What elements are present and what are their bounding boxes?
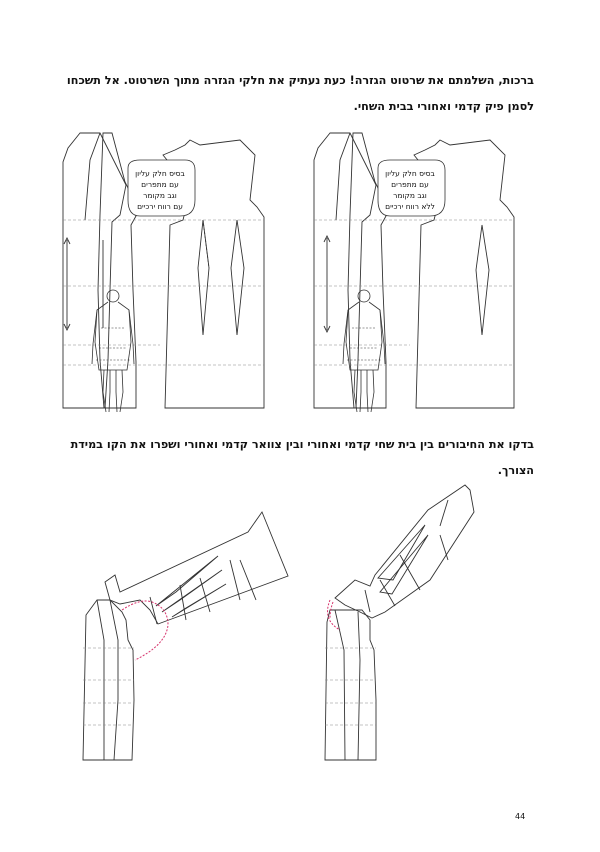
- right-figure-label-line1: בסיס חלק עליון: [385, 169, 435, 178]
- intro-paragraph: ברכות, השלמתם את שרטוט הגזרה! כעת נעתיק את חלקי הגזרה מתוך השרטוט. אל תשכחו לסמן פיק קדמי ואחורי בבית השחי.: [66, 74, 534, 113]
- right-figure-label-line4: ללא רווח ירכיים: [385, 202, 435, 211]
- right-figure-label-line3: וגב מקומר: [393, 191, 427, 200]
- left-figure-label-line3: וגב מקומר: [143, 191, 177, 200]
- bottom-left-guides: [83, 648, 134, 725]
- bottom-right-assembly: [325, 485, 474, 760]
- left-figure-label-line1: בסיס חלק עליון: [135, 169, 185, 178]
- bottom-left-assembly: [83, 512, 288, 760]
- bottom-right-guides: [325, 648, 376, 725]
- page-number: 44: [515, 812, 526, 821]
- bottom-left-armhole-curve: [122, 601, 168, 660]
- left-front-piece: [63, 133, 126, 408]
- instruction-paragraph: בדקו את החיבורים בין בית שחי קדמי ואחורי ובין צוואר קדמי ואחורי ושפרו את הקו במידת הצורך.: [70, 438, 534, 477]
- right-front-piece: [314, 133, 376, 408]
- bottom-left-rotated-piece: [105, 512, 288, 624]
- bottom-right-rotated-piece: [335, 485, 474, 618]
- bottom-right-front-piece: [325, 610, 376, 760]
- right-figure-label-line2: עם מתפרים: [391, 180, 429, 189]
- left-figure-label-line2: עם מתפרים: [141, 180, 179, 189]
- left-figure-label-line4: עם רווח ירכיים: [137, 202, 183, 211]
